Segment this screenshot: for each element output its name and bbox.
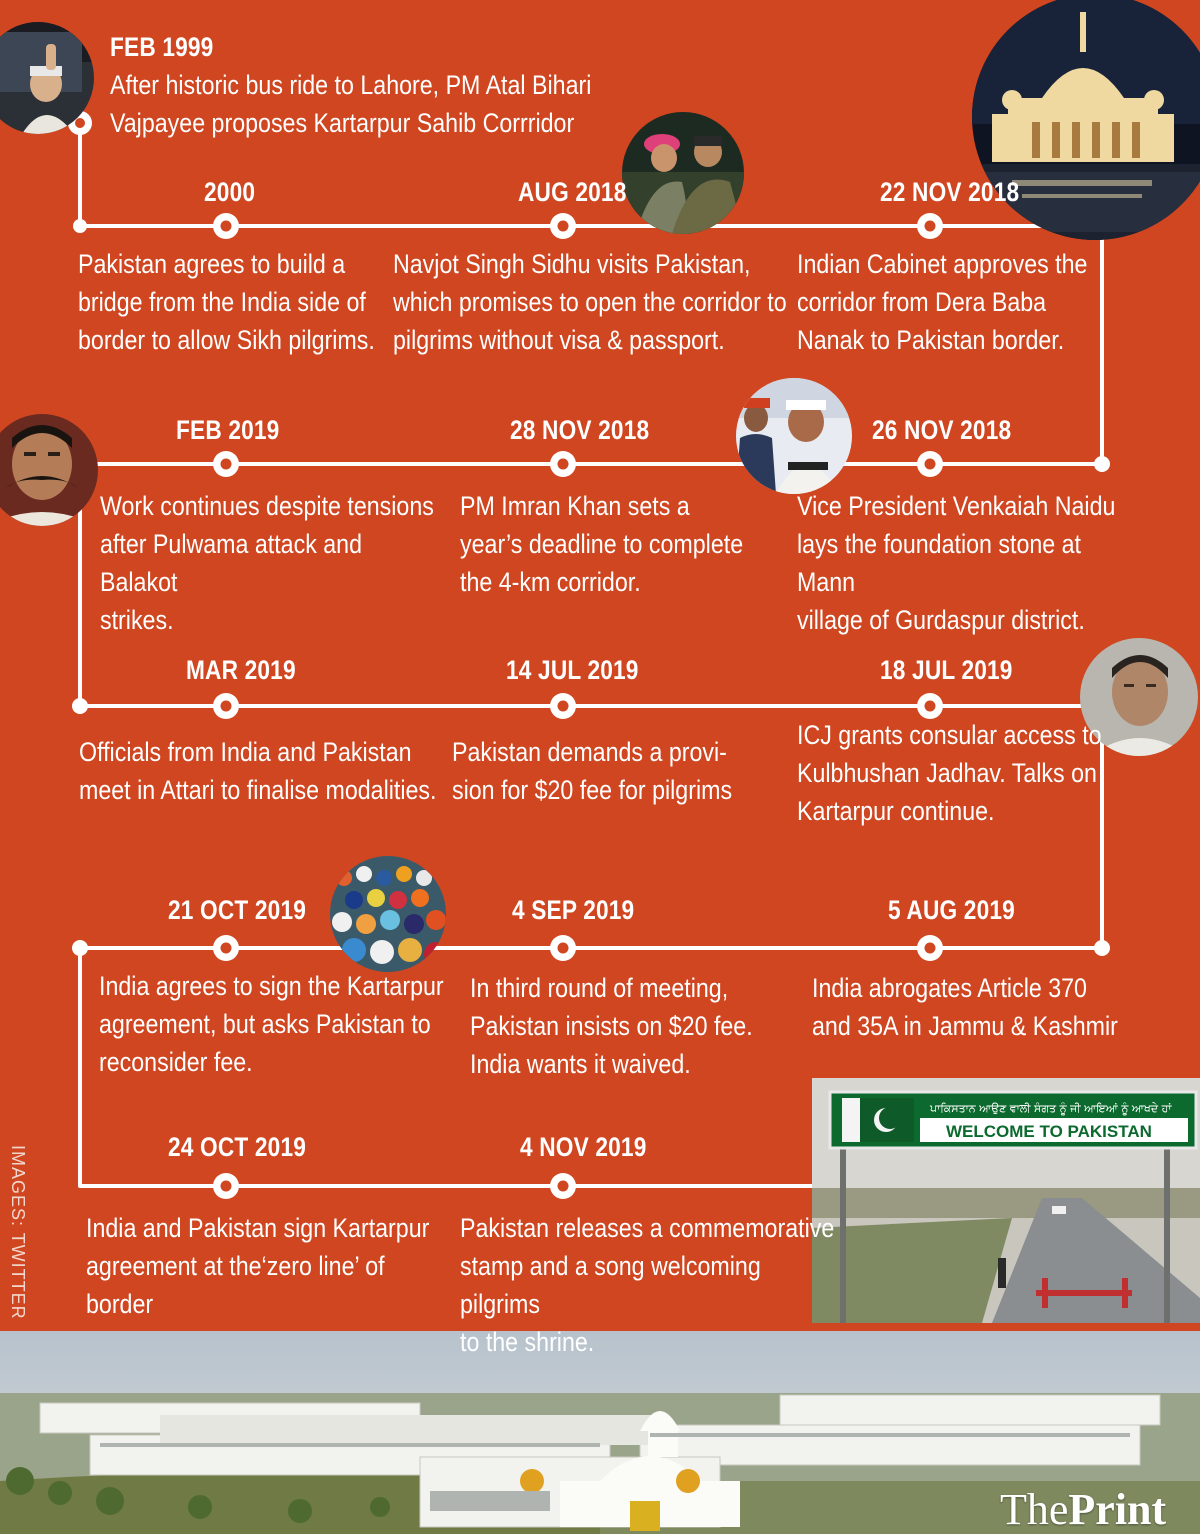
sidhu-photo xyxy=(622,112,744,234)
event-date-2000: 2000 xyxy=(204,177,256,207)
brand-part1: The xyxy=(1000,1485,1069,1534)
event-text-5-aug-2019: India abrogates Article 370 and 35A in Jammu & Kashmir xyxy=(812,973,1118,1041)
event-text-21-oct-2019: India agrees to sign the Kartarpur agreement, but asks Pakistan to reconsider fee. xyxy=(99,971,444,1077)
event-text-24-oct-2019: India and Pakistan sign Kartarpur agreement at the‘zero line’ of border xyxy=(86,1213,430,1319)
event-date-22-nov-2018: 22 NOV 2018 xyxy=(880,177,1020,207)
event-text-2000: Pakistan agrees to build a bridge from the India side of border to allow Sikh pilgrims. xyxy=(78,249,375,355)
image-credit: IMAGES: TWITTER xyxy=(8,1145,28,1320)
event-date-28-nov-2018: 28 NOV 2018 xyxy=(510,415,650,445)
sign-punjabi-text: ਪਾਕਿਸਤਾਨ ਆਉਣ ਵਾਲੀ ਸੰਗਤ ਨੂੰ ਜੀ ਆਇਆਂ ਨੂੰ ਆਖਦੇ ਹਾਂ xyxy=(930,1102,1172,1115)
welcome-gate-photo xyxy=(812,1078,1200,1323)
event-text-26-nov-2018: Vice President Venkaiah Naidu lays the foundation stone at Mann village of Gurdaspur district. xyxy=(797,491,1116,635)
event-text-28-nov-2018: PM Imran Khan sets a year’s deadline to complete the 4-km corridor. xyxy=(460,491,744,597)
event-text-22-nov-2018: Indian Cabinet approves the corridor from Dera Baba Nanak to Pakistan border. xyxy=(797,249,1088,355)
event-text-feb-1999: After historic bus ride to Lahore, PM Atal Bihari Vajpayee proposes Kartarpur Sahib Corrridor xyxy=(110,70,592,138)
event-date-4-sep-2019: 4 SEP 2019 xyxy=(512,895,635,925)
event-date-14-jul-2019: 14 JUL 2019 xyxy=(506,655,639,685)
sign-english-text: WELCOME TO PAKISTAN xyxy=(946,1122,1152,1141)
event-text-4-sep-2019: In third round of meeting, Pakistan insists on $20 fee. India wants it waived. xyxy=(470,973,753,1079)
event-date-21-oct-2019: 21 OCT 2019 xyxy=(168,895,307,925)
pilgrims-photo xyxy=(330,856,446,972)
event-text-14-jul-2019: Pakistan demands a provi- sion for $20 fee for pilgrims xyxy=(452,737,733,805)
event-date-feb-1999: FEB 1999 xyxy=(110,32,214,62)
brand-part2: Print xyxy=(1068,1485,1167,1534)
event-text-4-nov-2019: Pakistan releases a commemorative stamp and a song welcoming pilgrims to the shrine. xyxy=(460,1213,835,1357)
event-text-aug-2018: Navjot Singh Sidhu visits Pakistan, which promises to open the corridor to pilgrims without visa & passport. xyxy=(393,249,787,355)
event-date-4-nov-2019: 4 NOV 2019 xyxy=(520,1132,647,1162)
event-date-mar-2019: MAR 2019 xyxy=(186,655,296,685)
event-text-feb-2019: Work continues despite tensions after Pulwama attack and Balakot strikes. xyxy=(100,491,434,635)
event-date-5-aug-2019: 5 AUG 2019 xyxy=(888,895,1015,925)
theprint-logo xyxy=(1000,1484,1166,1534)
event-text-18-jul-2019: ICJ grants consular access to Kulbhushan Jadhav. Talks on Kartarpur continue. xyxy=(797,720,1102,826)
event-date-26-nov-2018: 26 NOV 2018 xyxy=(872,415,1012,445)
event-date-feb-2019: FEB 2019 xyxy=(176,415,280,445)
naidu-photo xyxy=(736,378,852,494)
event-date-18-jul-2019: 18 JUL 2019 xyxy=(880,655,1013,685)
event-date-24-oct-2019: 24 OCT 2019 xyxy=(168,1132,307,1162)
event-date-aug-2018: AUG 2018 xyxy=(518,177,627,207)
event-text-mar-2019: Officials from India and Pakistan meet in Attari to finalise modalities. xyxy=(79,737,437,805)
